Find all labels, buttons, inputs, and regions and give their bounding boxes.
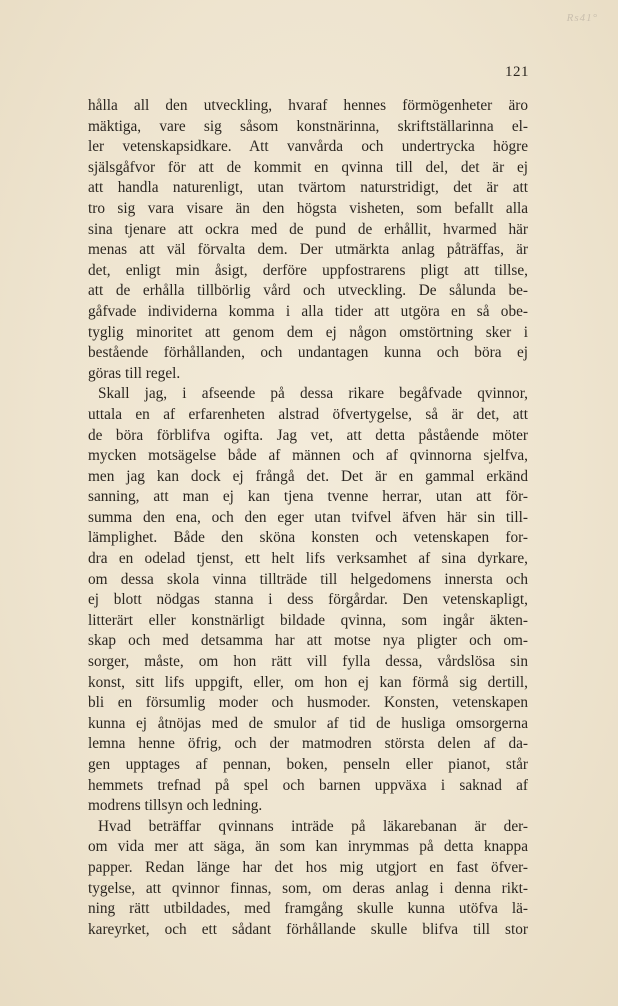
text-line: konst, sitt lifs uppgift, eller, om hon ej kan förmå sig dertill,	[88, 673, 528, 691]
text-line: uttala en af erfarenheten alstrad öfvertygelse, så är det, att	[88, 405, 528, 423]
text-line: att handla naturenligt, utan tvärtom naturstridigt, det är att	[88, 179, 528, 197]
text-line: göras till regel.	[88, 364, 181, 382]
body-text	[88, 96, 528, 940]
text-line: hålla all den utveckling, hvaraf hennes förmögenheter äro	[88, 97, 528, 114]
text-line: ler vetenskapsidkare. Att vanvårda och undertrycka högre	[88, 138, 528, 156]
text-line: skap och med detsamma har att motse nya pligter och om-	[88, 632, 528, 650]
text-line: de böra förblifva ogifta. Jag vet, att detta påstående möter	[88, 426, 528, 444]
text-line: men jag kan dock ej frångå det. Det är en gammal erkänd	[88, 467, 528, 485]
text-line: papper. Redan länge har det hos mig utgjort en fast öfver-	[88, 858, 528, 876]
text-line: om vida mer att säga, än som kan inrymmas på detta knappa	[88, 838, 528, 856]
text-line: sina tjenare att ockra med de pund de erhållit, hvarmed här	[88, 220, 528, 238]
text-line: det, enligt min åsigt, derföre uppfostrarens pligt att tillse,	[88, 261, 528, 279]
text-line: summa den ena, och den eger utan tvifvel äfven här sin till-	[88, 508, 528, 526]
text-line: att de erhålla tillbörlig vård och utveckling. De sålunda be-	[88, 282, 528, 300]
text-line: menas att väl förvalta dem. Der utmärkta anlag påträffas, är	[88, 241, 528, 259]
text-line: lämplighet. Både den sköna konsten och vetenskapen for-	[88, 529, 528, 547]
text-line: bestående förhållanden, och undantagen kunna och böra ej	[88, 344, 528, 362]
text-line: gen upptages af pennan, boken, penseln eller pianot, står	[88, 756, 528, 773]
text-line: modrens tillsyn och ledning.	[88, 797, 263, 815]
text-line: mäktiga, vare sig såsom konstnärinna, skriftställarinna el-	[88, 117, 528, 135]
text-line: själsgåfvor för att de kommit en qvinna till del, det är ej	[88, 158, 528, 176]
text-line: kunna ej åtnöjas med de smulor af tid de husliga omsorgerna	[88, 714, 528, 732]
text-line: tyglig minoritet att genom dem ej någon omstörtning sker i	[88, 323, 528, 341]
text-line: sorger, måste, om hon rätt vill fylla dessa, vårdslösa sin	[88, 653, 528, 671]
text-line: gåfvade individerna komma i alla tider att utgöra en så obe-	[88, 302, 528, 320]
text-line: tro sig vara visare än den högsta visheten, som befallt alla	[88, 199, 528, 217]
text-line: Skall jag, i afseende på dessa rikare begåfvade qvinnor,	[98, 385, 528, 403]
text-line: dra en odelad tjenst, ett helt lifs verksamhet af sina dyrkare,	[88, 550, 528, 568]
page-number: 121	[505, 64, 529, 80]
text-line: mycken motsägelse både af männen och af qvinnorna sjelfva,	[88, 447, 528, 465]
text-line: om dessa skola vinna tillträde till helgedomens innersta och	[88, 570, 528, 588]
text-line: hemmets trefnad på spel och barnen uppväxa i saknad af	[88, 776, 528, 794]
text-line: kareyrket, och ett sådant förhållande skulle blifva till stor	[88, 920, 528, 938]
pencil-annotation: Rs41°	[566, 12, 598, 24]
text-line: lemna henne öfrig, och der matmodren största delen af da-	[88, 735, 528, 753]
text-line: sanning, att man ej kan tjena tvenne herrar, utan att för-	[88, 488, 528, 506]
text-line: tygelse, att qvinnor finnas, som, om deras anlag i denna rikt-	[88, 879, 528, 897]
text-line: ning rätt utbildades, med framgång skulle kunna utöfva lä-	[88, 900, 528, 918]
text-line: bli en försumlig moder och husmoder. Konsten, vetenskapen	[88, 694, 528, 712]
text-line: litterärt eller konstnärligt bildade qvinna, som ingår äkten-	[88, 611, 528, 629]
text-line: Hvad beträffar qvinnans inträde på läkarebanan är der-	[98, 817, 528, 835]
text-line: ej blott nödgas stanna i dess förgårdar. Den vetenskapligt,	[88, 591, 528, 609]
